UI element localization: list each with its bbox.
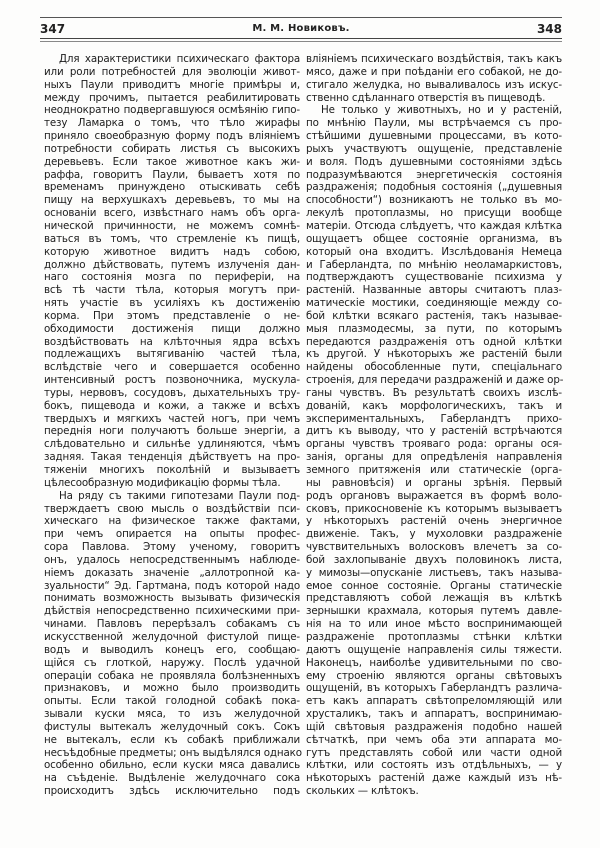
text-line: не вытекалъ, если къ собакѣ приближали [44,733,300,746]
text-line: хическаго на физическое также фактами, [44,515,300,528]
text-line: пищу на верхушкахъ деревьевъ, то мы на [44,194,300,207]
text-line: тверждаетъ свою мысль о воздѣйствіи пси- [44,502,300,515]
text-line: лекулѣ протоплазмы, но присущи вообще [306,207,562,220]
text-line: мясо, даже и при поѣданіи его собакой, не до- [306,65,562,78]
text-line: которую животное видитъ надъ собою, [44,245,300,258]
text-line: занія, органы для опредѣленія направленія [306,451,562,464]
text-line: нія на то или иное мѣсто воспринимающей [306,618,562,631]
text-line: нической причинности, не можемъ сомнѣ- [44,219,300,232]
text-line: особенно обильно, если куски мяса давались [44,759,300,772]
text-line: должно дѣйствовать, путемъ излученія дан- [44,258,300,271]
text-line: опыты. Если такой голодной собакѣ пока- [44,695,300,708]
text-line: найдены обособленные пути, спеціальнаго [306,361,562,374]
text-line: между прочимъ, пытается реабилитировать [44,91,300,104]
text-line: у нѣкоторыхъ растеній очень энергичное [306,515,562,528]
text-line: подразумѣваются энергетическія состоянія [306,168,562,181]
text-line: сора Павлова. Этому ученому, говоритъ [44,541,300,554]
text-line: мыя плазмодесмы, за пути, по которымъ [306,322,562,335]
text-line: чувствительныхъ волосковъ влечетъ за со- [306,541,562,554]
text-line: Наконецъ, наиболѣе удивительными по сво- [306,656,562,669]
text-line: представляютъ собой лежащія въ клѣткѣ [306,592,562,605]
text-line: и воля. Подъ душевными состояніями здѣсь [306,155,562,168]
header-rule-bottom-thin [40,41,562,42]
text-line: или роли потребностей для эволюціи живот- [44,65,300,78]
text-line: дованій, какъ морфологическихъ, такъ и [306,399,562,412]
text-line: вслѣдствіе чего и совершается особенно [44,361,300,374]
text-line: органы чувствъ трояваго рода: органы ося- [306,438,562,451]
text-line: деревьевъ. Если такое животное какъ жи- [44,155,300,168]
header-rule-bottom [40,38,562,39]
text-line: емое сонное состояніе. Органы статическіе [306,579,562,592]
text-line: операціи собака не проявляла болѣзненныхъ [44,669,300,682]
running-title: М. М. Новиковъ. [252,23,350,34]
text-line: искусственной желудочной фистулой пище- [44,630,300,643]
text-line: ваться въ томъ, что стремленіе къ пищѣ, [44,232,300,245]
text-line: матическіе мостики, соединяющіе между со- [306,297,562,310]
text-line: нять участіе въ усиліяхъ къ достиженію [44,297,300,310]
text-line: бой клѣтки всякаго растенія, такъ называе- [306,309,562,322]
text-line: матеріи. Отсюда слѣдуетъ, что каждая клѣтка [306,219,562,232]
text-line: наго состоянія мозга по периферіи, на [44,271,300,284]
text-line: потребности собирать листья съ высокихъ [44,142,300,155]
text-line: родъ органовъ выражается въ формѣ воло- [306,489,562,502]
text-line: зуальности“ Эд. Гартмана, подъ которой надо [44,579,300,592]
text-line: фистулы вытекалъ желудочный сокъ. Сокъ [44,720,300,733]
text-line: растеній. Названные авторы считаютъ плаз- [306,284,562,297]
page-header [40,17,562,39]
text-line: твердыхъ и мягкихъ частей ногъ, при чемъ [44,412,300,425]
text-line: воздѣйствовать на клѣточныя ядра всѣхъ [44,335,300,348]
text-line: нѣкоторыхъ растеній даже каждый изъ нѣ- [306,772,562,785]
text-line: переднія ноги получаютъ больше энергіи, а [44,425,300,438]
text-line: рыхъ участвуютъ ощущеніе, представленіе [306,142,562,155]
text-line: клѣтки, или состоять изъ отдѣльныхъ, — у [306,759,562,772]
text-line: неоднократно подвергавшуюся осмѣянію гипо- [44,104,300,117]
header-rule-top [40,17,562,18]
text-line: гутъ представлять собой или части одной [306,746,562,759]
text-line: ны равновѣсія) и органы зрѣнія. Первый [306,476,562,489]
text-line: интенсивный ростъ позвоночника, мускула- [44,374,300,387]
text-line: ощущаетъ общее состояніе организма, въ [306,232,562,245]
text-line: раздраженія; подобныя состоянія („душевныя [306,181,562,194]
text-line: онъ, удалось непосредственнымъ наблюде- [44,553,300,566]
text-line: скольких — клѣтокъ. [306,785,419,798]
text-line: передаются раздраженія отъ одной клѣтки [306,335,562,348]
text-line: у мимозы—опусканіе листьевъ, такъ называ- [306,566,562,579]
text-line: и Габерландта, по мнѣнію неоламаркистовъ, [306,258,562,271]
text-line: при чемъ опирается на опыты профес- [44,528,300,541]
text-line: подлежащихъ вытягиванію частей тѣла, [44,348,300,361]
text-column-left [44,53,300,798]
text-line: дѣйствія непосредственно психическими при- [44,605,300,618]
text-line: обходимости достиженія пищи должно [44,322,300,335]
text-line: хрусталикъ, такъ и аппаратъ, воспринимаю- [306,708,562,721]
text-line: вліяніемъ психическаго воздѣйствія, такъ какъ [306,53,562,65]
text-line: тяженіи многихъ поколѣній и вызываетъ [44,464,300,476]
text-line: который она входитъ. Изслѣдованія Немеца [306,245,562,258]
text-line: подтверждаютъ существованіе психизма у [306,271,562,284]
text-line: стигало желудка, но вываливалось изъ искус- [306,78,562,91]
text-line: тезу Ламарка о томъ, что тѣло жирафы [44,117,300,130]
text-line: ныхъ Паули приводитъ многіе примѣры и, [44,78,300,91]
text-line: слѣдовательно и сильнѣе удлиняются, чѣмъ [44,438,300,451]
page-number-right: 348 [536,22,562,36]
text-line: сѣтчаткѣ, при чемъ оба эти аппарата мо- [306,733,562,746]
text-line: щійся съ глоткой, наружу. Послѣ удачной [44,656,300,669]
text-line: чинами. Павловъ перерѣзалъ собакамъ съ [44,618,300,631]
text-line: основаніи всего, извѣстнаго намъ объ орга- [44,207,300,220]
text-line: ощущеній, въ которыхъ Габерландтъ различа- [306,682,562,695]
text-line: бой захлопываніе двухъ половинокъ листа, [306,553,562,566]
text-line: экспериментальныхъ, Габерландтъ прихо- [306,412,562,425]
text-line: несъѣдобные предметы; онъ выдѣлялся однако [44,746,302,759]
text-line: ственно сдѣланнаго отверстія въ пищеводѣ. [306,91,546,104]
text-line: ганы чувствъ. Въ результатѣ своихъ изслѣ- [306,386,562,399]
text-line: движеніе. Такъ, у мухоловки раздраженіе [306,528,562,541]
text-line: приняло своеобразную форму подъ вліяніемъ [44,130,300,143]
text-line: признаковъ, и можно было производить [44,682,300,695]
text-line: етъ какъ аппаратъ свѣтопреломляющій или [306,695,562,708]
text-line: строенія, для передачи раздраженій и даже ор- [306,374,564,387]
text-line: способности“) возникаютъ не только въ мо- [306,194,562,207]
text-line: къ другой. У нѣкоторыхъ же растеній были [306,348,562,361]
text-line: водъ и выводилъ конецъ его, сообщаю- [44,643,300,656]
text-line: задняя. Такая тенденція дѣйствуетъ на про- [44,451,300,464]
text-line: туры, нервовъ, сосудовъ, дыхательныхъ тру- [44,386,300,399]
text-line: На ряду съ такими гипотезами Паули под- [59,489,300,502]
text-line: земного притяженія или статическіе (орга- [306,464,562,476]
page-number-left: 347 [40,22,66,36]
text-line: зывали куски мяса, то изъ желудочной [44,708,300,721]
text-line: происходитъ здѣсь исключительно подъ [44,785,300,798]
text-line: раздраженіе протоплазмы стѣнки клѣтки [306,630,562,643]
text-column-right [306,53,562,798]
text-line: корма. При этомъ представленіе о не- [44,309,300,322]
text-line: цѣлесообразную модификацію формы тѣла. [44,476,281,489]
text-line: щій свѣтовыя раздраженія подобно нашей [306,720,562,733]
text-line: стѣйшими душевными процессами, въ кото- [306,130,562,143]
text-line: Не только у животныхъ, но и у растеній, [321,104,562,117]
text-line: всѣ тѣ части тѣла, которыя могутъ при- [44,284,300,297]
text-line: сковъ, прикосновеніе къ которымъ вызываетъ [306,502,562,515]
text-line: зернышки крахмала, которыя путемъ давле- [306,605,562,618]
text-line: ему строенію являются органы свѣтовыхъ [306,669,562,682]
text-line: дитъ къ выводу, что у растеній встрѣчаются [306,425,562,438]
text-line: понимать возможность вызывать физическія [44,592,300,605]
text-line: временамъ принуждено отыскивать себѣ [44,181,300,194]
text-line: раффа, говоритъ Паули, бываетъ хотя по [44,168,300,181]
text-line: даютъ ощущеніе направленія силы тяжести. [306,643,562,656]
text-line: на съѣденіе. Выдѣленіе желудочнаго сока [44,772,300,785]
text-line: Для характеристики психическаго фактора [59,53,300,65]
text-line: бокъ, пищевода и кожи, а также и всѣхъ [44,399,300,412]
text-line: ніемъ доказать значеніе „аллотропной ка- [44,566,300,579]
text-line: по мнѣнію Паули, мы встрѣчаемся съ про- [306,117,562,130]
